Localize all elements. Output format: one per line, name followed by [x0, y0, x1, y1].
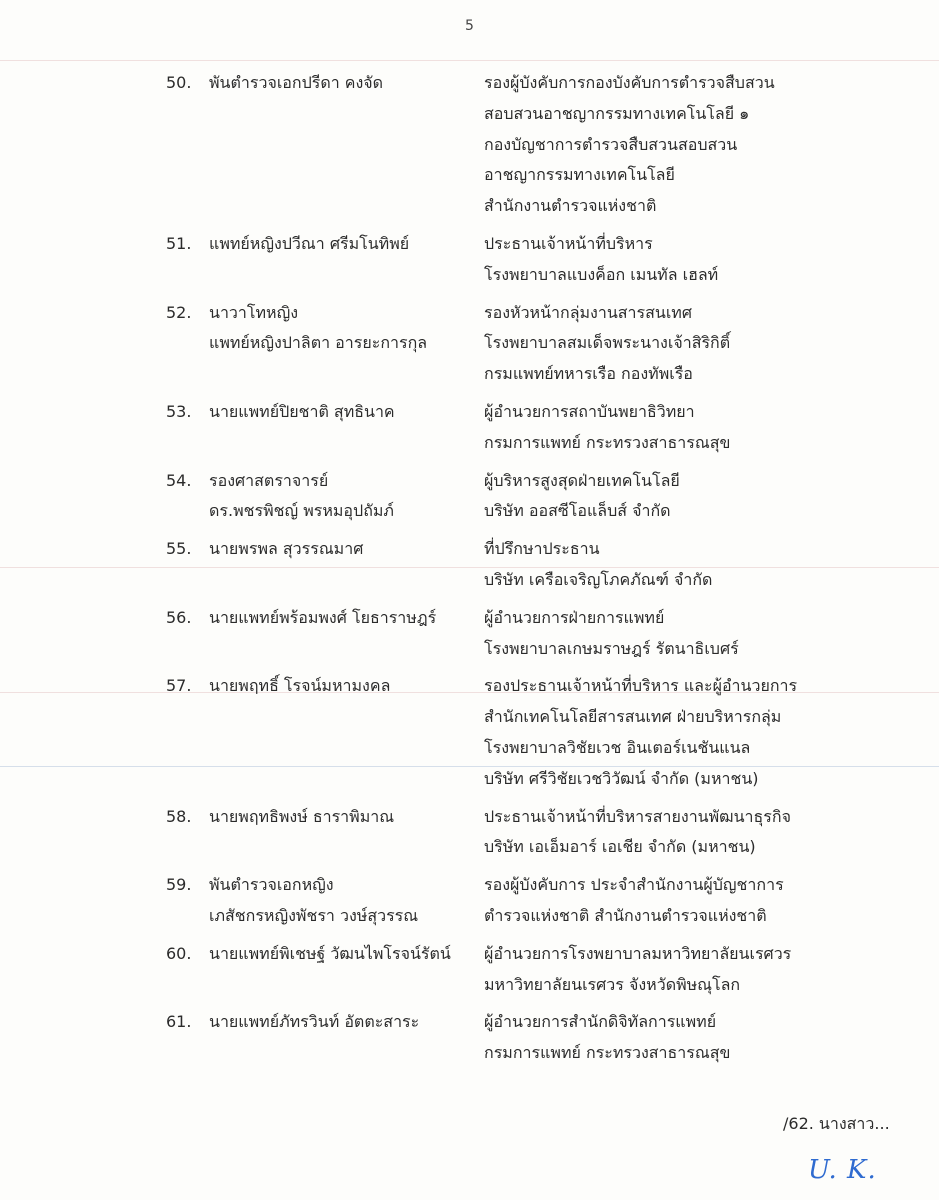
- entry-name: [209, 870, 479, 932]
- position-line: รองผู้บังคับการกองบังคับการตำรวจสืบสวน: [484, 73, 775, 92]
- name-line: รองศาสตราจารย์: [209, 470, 329, 490]
- entry-number: 57.: [166, 676, 192, 696]
- entry-position: [484, 229, 934, 291]
- position-line: กรมแพทย์ทหารเรือ กองทัพเรือ: [484, 364, 693, 384]
- position-line: ผู้บริหารสูงสุดฝ่ายเทคโนโลยี: [484, 470, 680, 490]
- list-item: [0, 870, 939, 932]
- entry-position: [484, 68, 934, 222]
- entry-number: 51.: [166, 233, 192, 253]
- entry-position: [484, 603, 934, 665]
- name-line: ดร.พชรพิชญ์ พรหมอุปถัมภ์: [209, 501, 394, 521]
- list-item: [0, 68, 939, 222]
- position-line: สำนักเทคโนโลยีสารสนเทศ ฝ่ายบริหารกลุ่ม: [484, 707, 782, 727]
- position-line: ผู้อำนวยการฝ่ายการแพทย์: [484, 607, 665, 627]
- entry-position: [484, 466, 934, 528]
- entry-number: 53.: [166, 401, 192, 421]
- entry-position: [484, 298, 934, 390]
- position-line: บริษัท เครือเจริญโภคภัณฑ์ จำกัด: [484, 569, 713, 589]
- position-line: กองบัญชาการตำรวจสืบสวนสอบสวน: [484, 134, 738, 154]
- list-item: [0, 603, 939, 665]
- name-line: พันตำรวจเอกหญิง: [209, 875, 334, 895]
- entry-name: [209, 298, 479, 360]
- entry-name: [209, 603, 479, 634]
- position-line: โรงพยาบาลวิชัยเวช อินเตอร์เนชันแนล: [484, 737, 751, 757]
- position-line: อาชญากรรมทางเทคโนโลยี: [484, 165, 675, 185]
- list-item: [0, 229, 939, 291]
- name-line: นายแพทย์ภัทรวินท์ อัตตะสาระ: [209, 1012, 420, 1032]
- position-line: รองประธานเจ้าหน้าที่บริหาร และผู้อำนวยการ: [484, 676, 798, 696]
- list-item: [0, 939, 939, 1001]
- name-line: นายพฤทธิพงษ์ ธาราพิมาณ: [209, 806, 395, 826]
- entry-number: 55.: [166, 539, 192, 559]
- entry-position: [484, 671, 934, 794]
- position-line: โรงพยาบาลแบงค็อก เมนทัล เฮลท์: [484, 264, 719, 284]
- name-line: พันตำรวจเอกปรีดา คงจัด: [209, 73, 384, 92]
- position-line: รองหัวหน้ากลุ่มงานสารสนเทศ: [484, 302, 693, 322]
- scan-line: [0, 60, 939, 61]
- entry-position: [484, 397, 934, 459]
- position-line: กรมการแพทย์ กระทรวงสาธารณสุข: [484, 432, 731, 452]
- name-line: แพทย์หญิงปาลิตา อารยะการกุล: [209, 333, 428, 353]
- position-line: ที่ปรึกษาประธาน: [484, 539, 600, 559]
- entry-name: [209, 397, 479, 428]
- appointee-list: [0, 68, 939, 1069]
- list-item: [0, 1007, 939, 1069]
- name-line: นายพฤทธิ์ โรจน์มหามงคล: [209, 676, 391, 696]
- entry-position: [484, 802, 934, 864]
- list-item: [0, 534, 939, 596]
- position-line: ผู้อำนวยการสถาบันพยาธิวิทยา: [484, 401, 695, 421]
- entry-name: [209, 802, 479, 833]
- entry-number: 54.: [166, 470, 192, 490]
- position-line: ผู้อำนวยการสำนักดิจิทัลการแพทย์: [484, 1012, 717, 1032]
- list-item: [0, 397, 939, 459]
- position-line: ประธานเจ้าหน้าที่บริหารสายงานพัฒนาธุรกิจ: [484, 806, 791, 826]
- position-line: กรมการแพทย์ กระทรวงสาธารณสุข: [484, 1043, 731, 1063]
- position-line: บริษัท ออสซีโอแล็บส์ จำกัด: [484, 501, 671, 521]
- name-line: นาวาโทหญิง: [209, 302, 299, 322]
- entry-name: [209, 466, 479, 528]
- position-line: โรงพยาบาลเกษมราษฎร์ รัตนาธิเบศร์: [484, 638, 739, 658]
- entry-number: 61.: [166, 1012, 192, 1032]
- position-line: บริษัท เอเอ็มอาร์ เอเชีย จำกัด (มหาชน): [484, 837, 756, 857]
- entry-number: 52.: [166, 302, 192, 322]
- handwritten-initials: U. K.: [808, 1155, 877, 1185]
- entry-number: 56.: [166, 607, 192, 627]
- name-line: เภสัชกรหญิงพัชรา วงษ์สุวรรณ: [209, 905, 419, 925]
- name-line: นายแพทย์พิเชษฐ์ วัฒนไพโรจน์รัตน์: [209, 943, 451, 963]
- entry-position: [484, 939, 934, 1001]
- entry-name: [209, 671, 479, 702]
- position-line: รองผู้บังคับการ ประจำสำนักงานผู้บัญชาการ: [484, 875, 784, 895]
- name-line: นายแพทย์ปิยชาติ สุทธินาค: [209, 401, 395, 421]
- page-number: 5: [465, 18, 474, 34]
- entry-position: [484, 870, 934, 932]
- entry-position: [484, 534, 934, 596]
- entry-name: [209, 68, 479, 99]
- position-line: ประธานเจ้าหน้าที่บริหาร: [484, 233, 653, 253]
- position-line: ตำรวจแห่งชาติ สำนักงานตำรวจแห่งชาติ: [484, 905, 767, 925]
- entry-name: [209, 229, 479, 260]
- list-item: [0, 298, 939, 390]
- position-line: ผู้อำนวยการโรงพยาบาลมหาวิทยาลัยนเรศวร: [484, 943, 792, 963]
- entry-number: 58.: [166, 806, 192, 826]
- position-line: มหาวิทยาลัยนเรศวร จังหวัดพิษณุโลก: [484, 974, 741, 994]
- entry-number: 60.: [166, 943, 192, 963]
- position-line: สำนักงานตำรวจแห่งชาติ: [484, 196, 657, 216]
- entry-number: 50.: [166, 73, 192, 92]
- entry-position: [484, 1007, 934, 1069]
- continuation-note: /62. นางสาว...: [783, 1114, 890, 1133]
- list-item: [0, 466, 939, 528]
- position-line: โรงพยาบาลสมเด็จพระนางเจ้าสิริกิติ์: [484, 333, 731, 353]
- name-line: นายพรพล สุวรรณมาศ: [209, 539, 364, 559]
- entry-name: [209, 1007, 479, 1038]
- name-line: นายแพทย์พร้อมพงศ์ โยธาราษฎร์: [209, 607, 437, 627]
- list-item: [0, 802, 939, 864]
- entry-name: [209, 939, 479, 970]
- list-item: [0, 671, 939, 794]
- position-line: บริษัท ศรีวิชัยเวชวิวัฒน์ จำกัด (มหาชน): [484, 768, 759, 788]
- name-line: แพทย์หญิงปวีณา ศรีมโนทิพย์: [209, 233, 410, 253]
- position-line: สอบสวนอาชญากรรมทางเทคโนโลยี ๑: [484, 103, 750, 123]
- entry-name: [209, 534, 479, 565]
- entry-number: 59.: [166, 875, 192, 895]
